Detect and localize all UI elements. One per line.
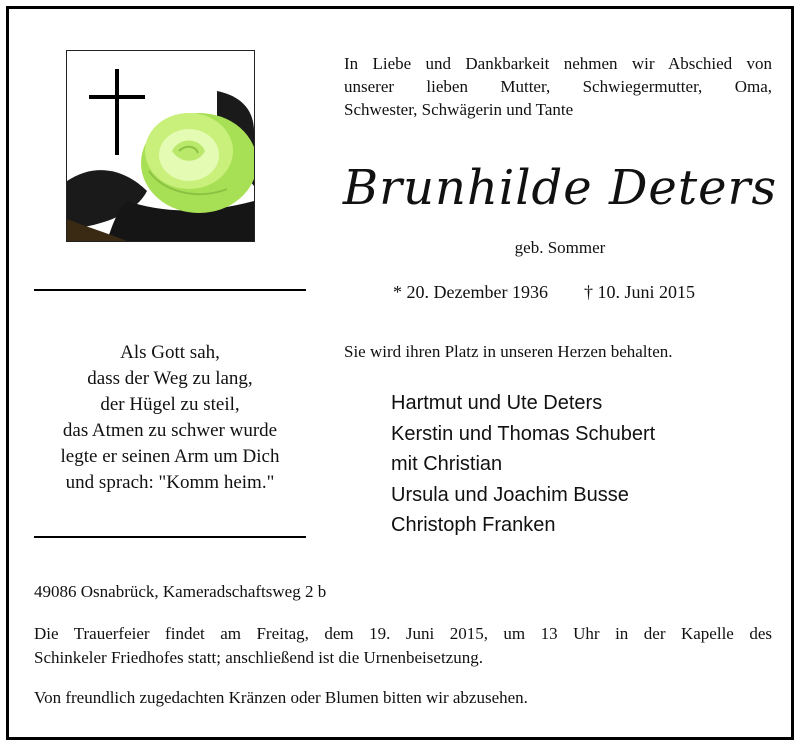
divider [34, 536, 306, 538]
intro-line: unserer lieben Mutter, Schwiegermutter, Oma, [344, 77, 772, 96]
intro-line: Schwester, Schwägerin und Tante [344, 100, 574, 119]
mourner: Ursula und Joachim Busse [391, 483, 629, 506]
mourner: Kerstin und Thomas Schubert [391, 422, 656, 445]
rose-illustration [67, 51, 254, 241]
birth-date: * 20. Dezember 1936 [393, 282, 548, 302]
poem-line: das Atmen zu schwer wurde [62, 420, 278, 441]
intro-line: In Liebe und Dankbarkeit nehmen wir Abschied von [344, 54, 772, 73]
poem-line: und sprach: "Komm heim." [65, 472, 275, 493]
poem-line: legte er seinen Arm um Dich [60, 446, 280, 467]
cross-icon [115, 69, 119, 155]
mourners-list [391, 388, 655, 541]
divider [34, 289, 306, 291]
poem-line: Als Gott sah, [120, 342, 220, 363]
poem-line: dass der Weg zu lang, [87, 368, 253, 389]
quote: Sie wird ihren Platz in unseren Herzen behalten. [344, 342, 673, 361]
funeral-line: Schinkeler Friedhofes statt; anschließend ist die Urnenbeisetzung. [34, 648, 483, 667]
cross-icon [89, 95, 145, 99]
mourner: mit Christian [391, 453, 503, 475]
funeral-info [34, 622, 772, 670]
birth-name: geb. Sommer [514, 238, 606, 257]
mourner: Hartmut und Ute Deters [391, 392, 603, 414]
poem [34, 340, 306, 496]
life-dates [393, 282, 695, 303]
poem-line: der Hügel zu steil, [100, 394, 240, 415]
flowers-note: Von freundlich zugedachten Kränzen oder Blumen bitten wir abzusehen. [34, 688, 528, 707]
address: 49086 Osnabrück, Kameradschaftsweg 2 b [34, 582, 327, 601]
death-date: † 10. Juni 2015 [583, 282, 695, 302]
intro-text [344, 52, 772, 121]
cross-and-rose-image [66, 50, 255, 242]
funeral-line: Die Trauerfeier findet am Freitag, dem 19. Juni 2015, um 13 Uhr in der Kapelle des [34, 624, 772, 643]
deceased-name: Brunhilde Deters [342, 160, 778, 216]
mourner: Christoph Franken [391, 514, 556, 536]
